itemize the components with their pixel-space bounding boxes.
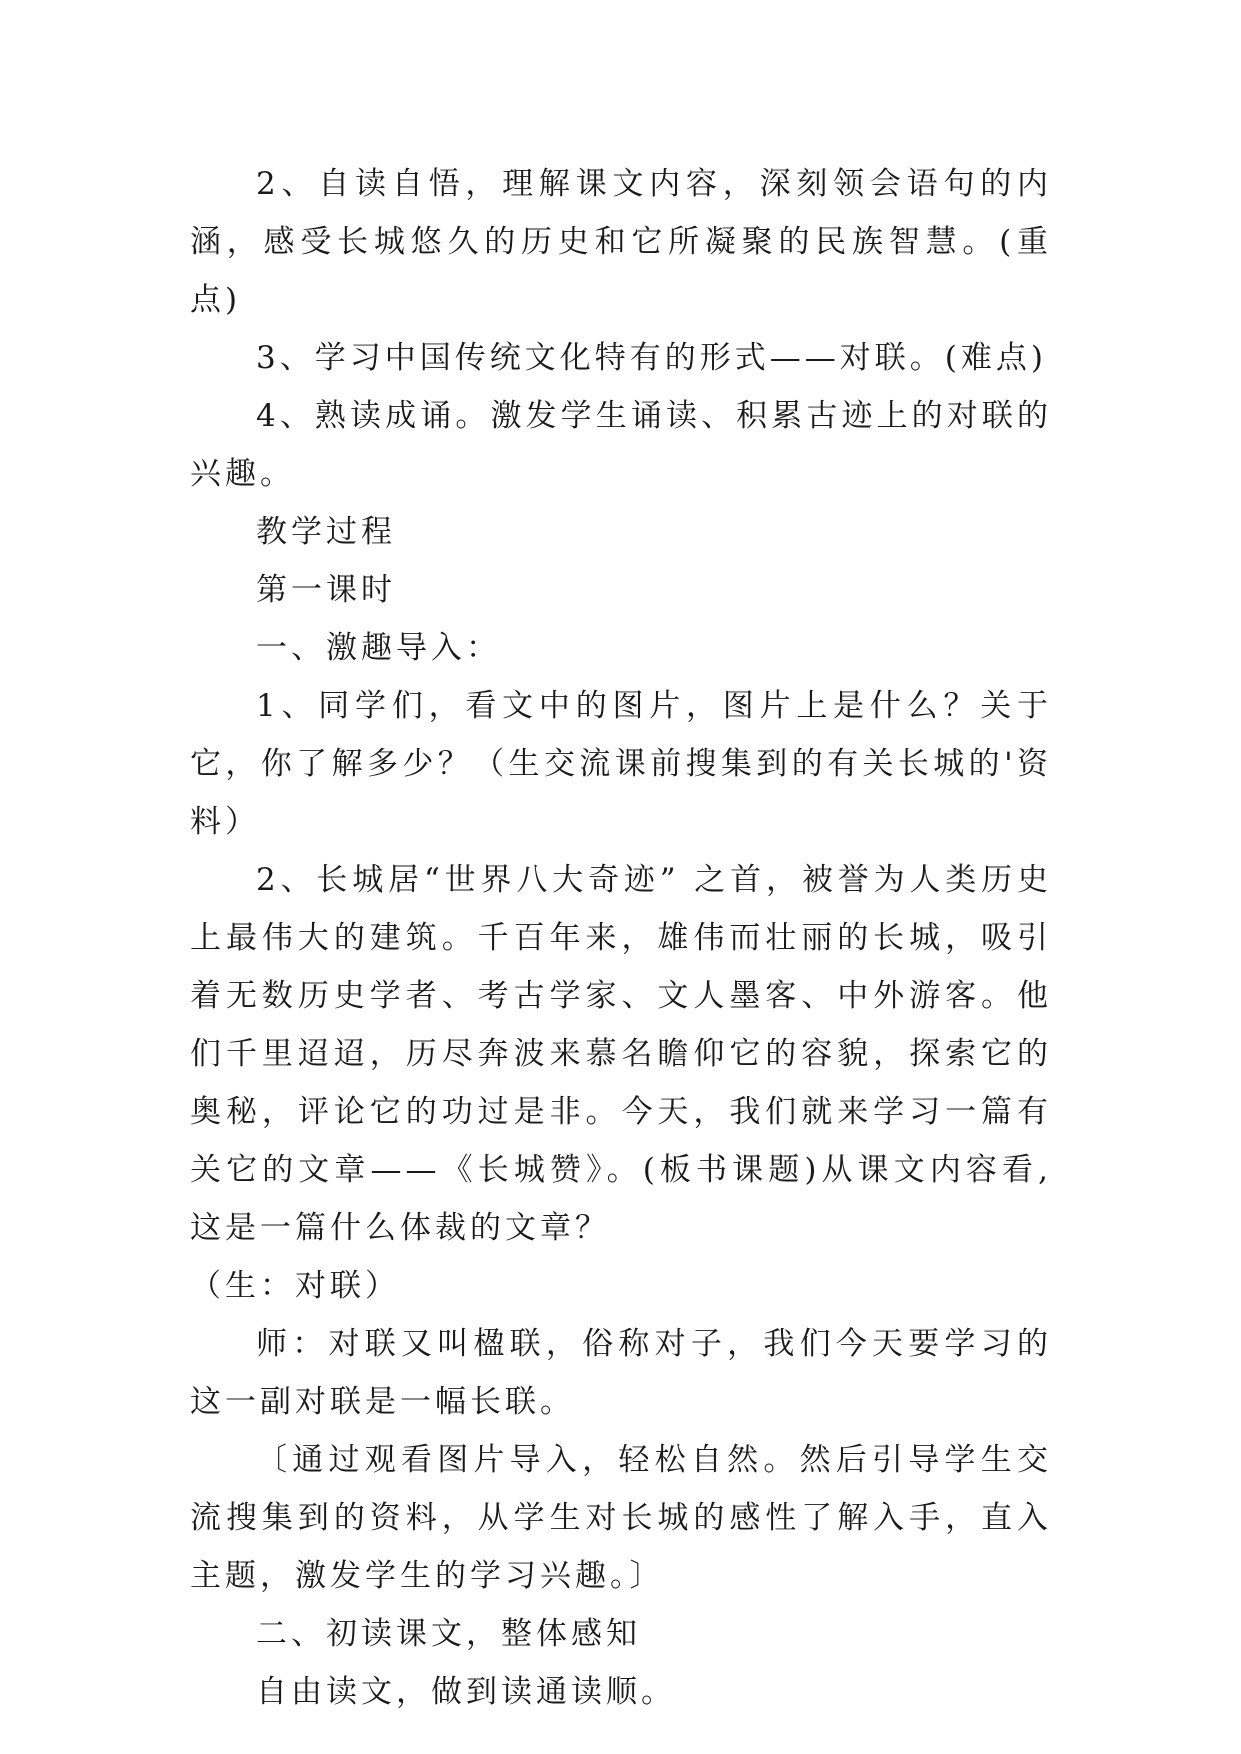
paragraph-student-answer: （生：对联） xyxy=(190,1268,400,1304)
document-body xyxy=(190,155,1052,1721)
heading-introduction: 一、激趣导入： xyxy=(256,630,501,666)
paragraph-intro-1: 1、同学们，看文中的图片，图片上是什么？关于它，你了解多少？（生交流课前搜集到的有关长城的'资料） xyxy=(190,688,1052,840)
heading-first-reading: 二、初读课文，整体感知 xyxy=(256,1616,641,1652)
paragraph-design-note: 〔通过观看图片导入，轻松自然。然后引导学生交流搜集到的资料，从学生对长城的感性了解入手，直入主题，激发学生的学习兴趣。〕 xyxy=(190,1442,1052,1594)
paragraph-intro-2: 2、长城居“世界八大奇迹” 之首，被誉为人类历史上最伟大的建筑。千百年来，雄伟而壮丽的长城，吸引着无数历史学者、考古学家、文人墨客、中外游客。他们千里迢迢，历尽奔波来慕名瞻仰它的容貌，探索它的奥秘，评论它的功过是非。今天，我们就来学习一篇有关它的文章——《长城赞》。(板书课题)从课文内容看,这是一篇什么体裁的文章？ xyxy=(190,862,1052,1246)
heading-first-lesson: 第一课时 xyxy=(256,572,396,608)
paragraph-free-reading: 自由读文，做到读通读顺。 xyxy=(256,1674,676,1710)
paragraph-objective-3: 3、学习中国传统文化特有的形式——对联。(难点) xyxy=(256,340,1047,376)
paragraph-objective-2: 2、自读自悟，理解课文内容，深刻领会语句的内涵，感受长城悠久的历史和它所凝聚的民族智慧。(重点) xyxy=(190,166,1052,318)
heading-teaching-process: 教学过程 xyxy=(256,514,396,550)
paragraph-teacher-remark: 师：对联又叫楹联，俗称对子，我们今天要学习的这一副对联是一幅长联。 xyxy=(190,1326,1052,1420)
paragraph-objective-4: 4、熟读成诵。激发学生诵读、积累古迹上的对联的兴趣。 xyxy=(190,398,1052,492)
